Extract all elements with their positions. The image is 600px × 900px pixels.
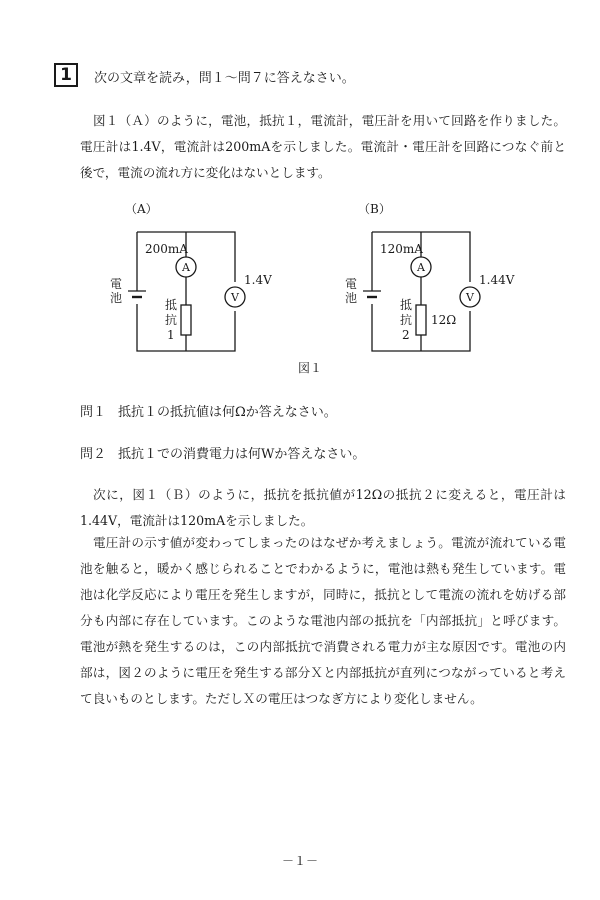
circuit-a-label: （A） <box>125 202 158 216</box>
question-1-text: 抵抗１の抵抗値は何Ωか答えなさい。 <box>118 405 337 420</box>
ammeter-b-reading: 120mA <box>380 242 423 256</box>
circuit-b <box>345 202 515 351</box>
battery-a-label-2: 池 <box>110 291 123 305</box>
ammeter-a-reading: 200mA <box>145 242 188 256</box>
question-2-number: 問２ <box>80 447 107 462</box>
battery-b-label-2: 池 <box>345 291 358 305</box>
resistor-2-label-1: 抵 <box>400 298 413 312</box>
ammeter-b-symbol: A <box>417 261 425 274</box>
voltmeter-a-reading: 1.4V <box>244 273 272 287</box>
resistor-1-label-3: 1 <box>167 328 175 342</box>
voltmeter-b-symbol: V <box>466 291 474 304</box>
ammeter-a-symbol: A <box>182 261 190 274</box>
resistor-2 <box>416 305 426 335</box>
voltmeter-b-reading: 1.44V <box>479 273 515 287</box>
voltmeter-a-symbol: V <box>231 291 239 304</box>
resistor-2-label-3: 2 <box>402 328 410 342</box>
circuit-a <box>110 202 272 351</box>
question-1-number: 問１ <box>80 405 107 420</box>
question-number-box: 1 <box>54 63 78 87</box>
question-2-text: 抵抗１での消費電力は何Wか答えなさい。 <box>118 447 366 462</box>
resistor-1-label-1: 抵 <box>165 298 178 312</box>
page-number: －１－ <box>281 854 318 868</box>
paragraph-3: 電圧計の示す値が変わってしまったのはなぜか考えましょう。電流が流れている電池を触ると，暖かく感じられることでわかるように，電池は熱も発生しています。電池は化学反応により電圧を発生しますが，同時に，抵抗として電流の流れを妨げる部分も内部に存在しています。このような電池内部の抵抗を「内部抵抗」と呼びます。電池が熱を発生するのは，この内部抵抗で消費される電力が主な原因です。電池の内部は，図２のように電圧を発生する部分Ｘと内部抵抗が直列につながっていると考えて良いものとします。ただしＸの電圧はつなぎ方により変化しません。 <box>80 535 566 706</box>
figure-caption: 図１ <box>298 361 323 375</box>
battery-a-label-1: 電 <box>110 277 123 291</box>
resistor-1 <box>181 305 191 335</box>
question-2 <box>80 443 365 462</box>
paragraph-2: 次に，図１（Ｂ）のように，抵抗を抵抗値が12Ωの抵抗２に変えると，電圧計は1.44V，電流計は120mAを示しました。 <box>80 487 566 528</box>
resistor-2-label-2: 抗 <box>400 313 413 327</box>
figure-1 <box>0 196 600 386</box>
paragraph-1: 図１（Ａ）のように，電池，抵抗１，電流計，電圧計を用いて回路を作りました。電圧計は1.4V，電流計は200mAを示しました。電流計・電圧計を回路につなぐ前と後で，電流の流れ方に変化はないとします。 <box>80 113 566 180</box>
question-intro: 次の文章を読み，問１～問７に答えなさい。 <box>94 71 355 86</box>
circuit-b-label: （B） <box>358 202 391 216</box>
battery-b-label-1: 電 <box>345 277 358 291</box>
resistor-1-label-2: 抗 <box>165 313 178 327</box>
question-1 <box>80 401 337 420</box>
resistor-2-value: 12Ω <box>431 313 457 327</box>
